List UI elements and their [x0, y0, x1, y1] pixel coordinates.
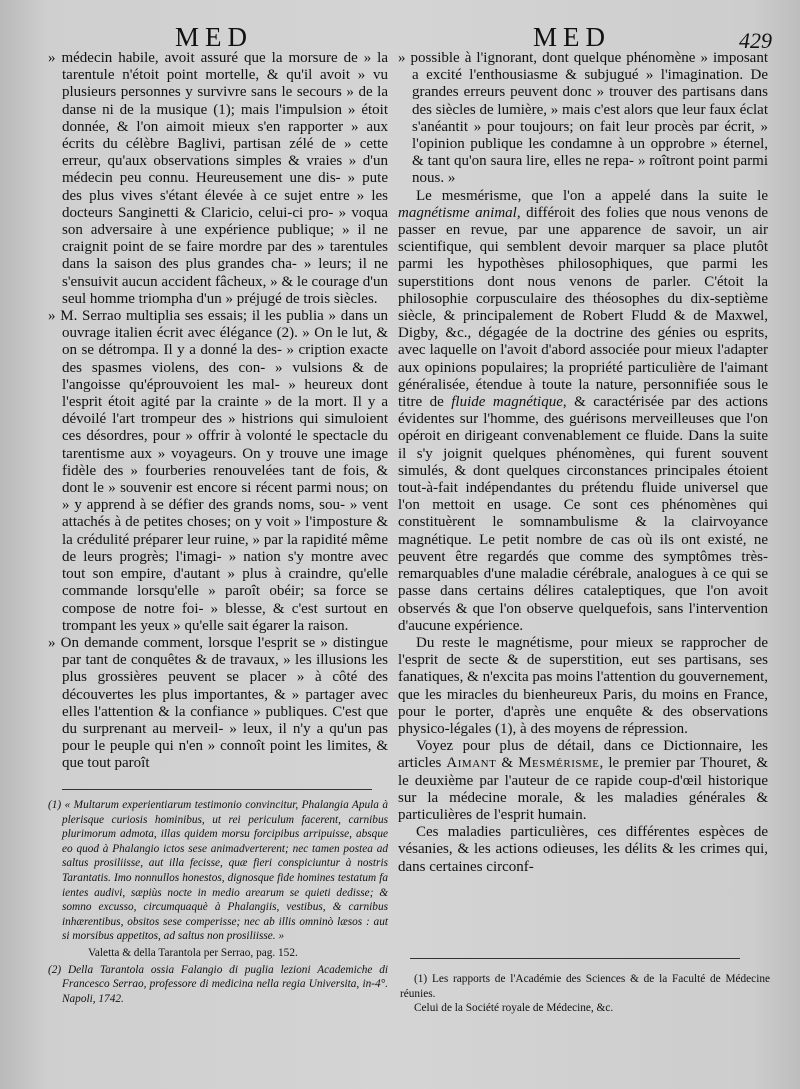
- page-number: 429: [739, 28, 772, 53]
- right-paragraph-3: Du reste le magnétisme, pour mieux se rapprocher de l'esprit de secte & de superstition, eut ses partisans, ses fanatiques, & n'excita pas moins l'attention du gouvernement, que les miracles du bienheureux Paris, du moins en France, pour le porter, d'après une enquête & des observations physico-légales (1), à des moyens de répression.: [398, 634, 768, 737]
- p4-text-start: Voyez pour plus de détail, dans ce Dictionnaire, les articles: [398, 738, 768, 772]
- right-paragraph-1: » possible à l'ignorant, dont quelque phénomène » imposant a excité l'enthousiasme & subjugué » l'imagination. De grandes erreurs peuvent donc » trouver des partisans dans des siècles de lumière, » mais c'est alors que leur faux éclat s'anéantit » pour toujours; on fait leur procès par écrit, » l'opinion publique les condamne à un opprobre » éternel, & tant qu'on saura lire, elles ne repa- » roîtront point parmi nous. »: [398, 50, 768, 187]
- left-column: [48, 50, 388, 773]
- right-paragraph-2: [398, 188, 768, 635]
- left-paragraph-1: » médecin habile, avoit assuré que la morsure de » la tarentule n'étoit point mortelle, & qu'il avoit » vu plusieurs personnes y survivre sans le secours » de la danse ni de la musique (1); mais l'impulsion » étoit donnée, & l'on aimoit mieux s'en rapporter » aux écrits du célèbre Baglivi, partisan zélé de » cette erreur, qu'aux observations simples & vraies » d'un médecin peu connu. Heureusement une dis- » pute des plus vives s'étant élevée à ce sujet entre » les docteurs Sanginetti & Claricio, celui-ci pro- » voqua son adversaire à une expérience publique; » il ne craignit point de se faire mordre par des » tarentules dans la saison des plus grandes cha- » leurs; il ne s'ensuivit aucun accident fâcheux, » & le courage d'un seul homme triompha d'un » préjugé de trois siècles.: [48, 50, 388, 307]
- p2-italic-term-1: magnétisme animal: [398, 204, 517, 221]
- footnote-left-2: (2) Della Tarantola ossia Falangio di puglia lezioni Academiche di Francesco Serrao, professore di medicina nella regia Universita, in-4°. Napoli, 1742.: [48, 963, 388, 1005]
- p2-text-mid: , différoit des folies que nous venons de passer en revue, par une apparence de savoir, un air scientifique, qui semblent devoir marquer sa place plutôt parmi les hypothèses philosophiques, que parmi les superstitions dont nous venons de parler. C'étoit la philosophie corpusculaire des théosophes du dix-septième siècle, & principalement de Robert Fludd & de Maxwel, Digby, &c., dégagée de la doctrine des génies ou esprits, avec laquelle on l'avoit d'abord associée pour mieux l'adapter aux opinions populaires; la propriété particulière de l'aimant généralisée, étendue à toute la nature, personnifiée sous le titre de: [398, 204, 769, 411]
- left-paragraph-2: » M. Serrao multiplia ses essais; il les publia » dans un ouvrage italien écrit avec élégance (2). » On le lut, & on se détrompa. Il y a donné la des- » cription exacte des spasmes violens, des con- » vulsions & de l'angoisse qu'éprouvoient les mal- » heureux dont l'esprit étoit agité par la crainte » de la mort. Il y a dévoilé l'art trompeur des » histrions qui simuloient ces désordres, pour » offrir à volonté le spectacle du tarentisme aux » voyageurs. On y trouve une image fidèle des » fourberies renouvelées tant de fois, & dont le » souvenir est encore si récent parmi nous; on » y apprend à se défier des grands noms, sou- » vent attachés à de petites choses; on y voit » l'imposture & la crédulité préparer leur ruine, » par la rapidité même de leurs progrès; l'imagi- » nation s'y montre avec tout son empire, d'autant » plus à craindre, qu'elle commande lorsqu'elle » paroît obéir; sa force se compose de notre foi- » blesse, & c'est surtout en trompant les yeux » qu'elle sait égarer la raison.: [48, 308, 388, 634]
- right-paragraph-4: [398, 738, 768, 824]
- footnote-left-1: (1) « Multarum experientiarum testimonio convincitur, Phalangia Apula à plerisque curiosis hominibus, ut rei periculum facerent, carnibus plurimorum admota, illas quidem morsu forcipibus arripuisse, absque eo quod à Phalangio ictos sese animadverterent; nec tamen postea ad saltus prosiliisse, aut illa fecisse, quæ fieri conspiciuntur à nostris Tarantatis. Imo nonnullos honestos, dignosque fide homines testatum fa ientes audivi, sæpiùs nocte in medio arearum se quieti dedisse; & somno excusso, circumquaquè à Phalangiis, vestibus, & carnibus inhærentibus, obsitos sese comperisse; nec ab illis omninò læsos : aut si morsibus appetitos, ad saltus non prosiliisse. »: [48, 799, 388, 943]
- footnote-left-1-citation: Valetta & della Tarantola per Serrao, pag. 152.: [88, 946, 298, 959]
- footnotes-left: [48, 798, 388, 1006]
- p4-text-end: , le premier par Thouret, & le deuxième par l'auteur de ce rapide coup-d'œil historique sur la médecine morale, & les maladies générales & particulières de l'esprit humain.: [398, 755, 768, 823]
- footnotes-right: [400, 972, 770, 1016]
- p4-text-and: &: [496, 755, 519, 772]
- p4-article-aimant: Aimant: [446, 755, 497, 772]
- p2-italic-term-2: fluide magnétique: [451, 394, 563, 411]
- footnote-right-1b: Celui de la Société royale de Médecine, &c.: [414, 1002, 614, 1015]
- p2-text-start: Le mesmérisme, que l'on a appelé dans la suite le: [416, 187, 768, 204]
- right-column: [398, 50, 768, 876]
- right-paragraph-5: Ces maladies particulières, ces différentes espèces de vésanies, & les actions odieuses, les délits & les crimes qui, dans certaines circonf-: [398, 824, 768, 875]
- running-head-left: MED: [175, 22, 253, 52]
- running-head-right: MED: [533, 22, 611, 52]
- p2-text-end: , & caractérisée par des actions évidentes sur l'homme, des guérisons merveilleuses que l'on opéroit en dirigeant convenablement ce fluide. Dans la suite il s'y joignit quelques phénomènes, qui furent souvent simulés, & dont quelques circonstances principales étoient tout-à-fait indépendantes du prétendu fluide universel que l'on mettoit en usage. Ce sont ces phénomènes qui constituèrent le somnambulisme & la clairvoyance magnétique. Le petit nombre de cas où ils ont existé, ne peuvent être regardés que comme des symptômes très-remarquables d'une maladie cérébrale, analogues à ce qui se passe dans certains délires cataleptiques, que l'on avoit observés & que l'on observe quelquefois, sans l'intervention d'aucune expérience.: [398, 394, 768, 634]
- p4-article-mesmerisme: Mesmérisme: [518, 755, 600, 772]
- footnote-rule-left: [62, 789, 372, 790]
- footnote-rule-right: [410, 958, 740, 959]
- left-paragraph-3: » On demande comment, lorsque l'esprit se » distingue par tant de conquêtes & de travaux, » les illusions les plus grossières peuvent se placer » à côté des découvertes les plus importantes, & » partager avec elles l'attention & la confiance » publiques. C'est que du surprenant au merveil- » leux, il n'y a qu'un pas pour le peuple qui n'en » connoît point les limites, & que tout paroît: [48, 634, 388, 772]
- footnote-right-1: (1) Les rapports de l'Académie des Sciences & de la Faculté de Médecine réunies.: [400, 973, 770, 1000]
